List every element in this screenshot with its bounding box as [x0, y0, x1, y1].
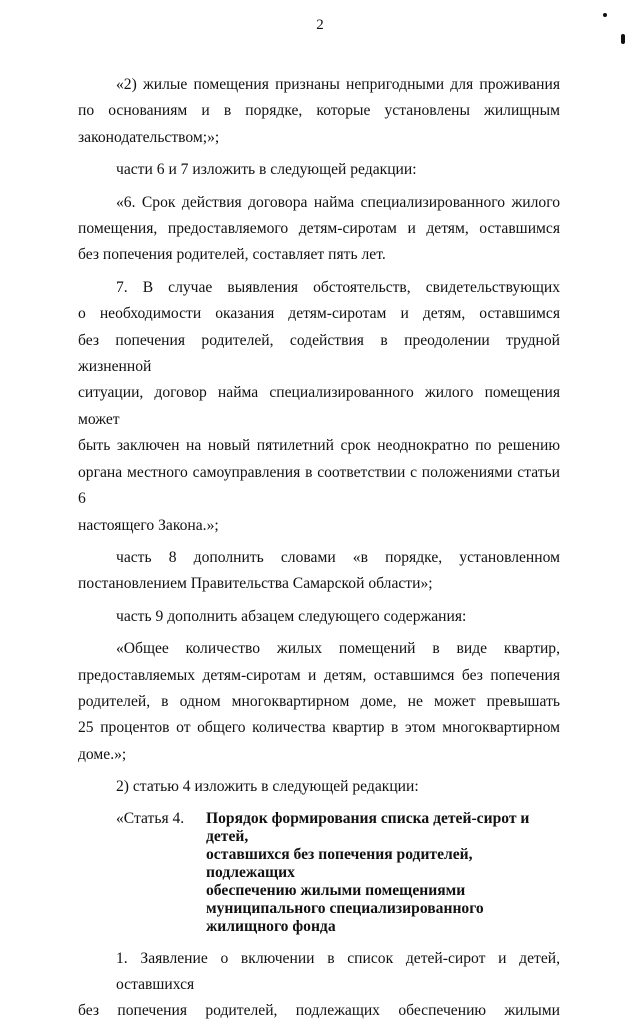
paragraph-7 [78, 636, 560, 662]
document-body [78, 72, 560, 1025]
text-line: «6. Срок действия договора найма специализированного жилого [116, 193, 560, 211]
paragraph-1 [78, 72, 560, 98]
paragraph-5 [78, 545, 560, 571]
paragraph-4-cont [78, 301, 560, 539]
text-line: ситуации, договор найма специализированного жилого помещения может [78, 384, 560, 428]
article-label: «Статья 4. [116, 809, 185, 827]
text-line: родителей, в одном многоквартирном доме, не может превышать [78, 692, 560, 710]
text-line: быть заключен на новый пятилетний срок неоднократно по решению [78, 437, 560, 455]
paragraph-1-cont [78, 98, 560, 151]
text-line: доме.»; [78, 745, 127, 763]
paragraph-6 [78, 604, 560, 630]
paragraph-9 [78, 946, 560, 999]
text-line: часть 8 дополнить словами «в порядке, установленном [116, 548, 560, 566]
article-title-line: муниципального специализированного [206, 899, 484, 917]
text-line: 7. В случае выявления обстоятельств, свидетельствующих [116, 278, 560, 296]
text-line: без попечения родителей, составляет пять лет. [78, 246, 386, 264]
scan-speck [603, 13, 607, 17]
paragraph-2 [78, 157, 560, 183]
paragraph-8 [78, 774, 560, 800]
article-title [206, 810, 560, 936]
text-line: 1. Заявление о включении в список детей-сирот и детей, оставшихся [116, 949, 560, 993]
paragraph-3-cont [78, 216, 560, 269]
text-line: постановлением Правительства Самарской области»; [78, 575, 433, 593]
paragraph-4 [78, 275, 560, 301]
text-line: 2) статью 4 изложить в следующей редакции: [116, 778, 419, 796]
paragraph-3 [78, 190, 560, 216]
text-line: законодательством;»; [78, 128, 220, 146]
text-line: по основаниям и в порядке, которые установлены жилищным [78, 102, 560, 120]
text-line: предоставляемых детям-сиротам и детям, оставшимся без попечения [78, 666, 560, 684]
text-line: о необходимости оказания детям-сиротам и детям, оставшимся [78, 305, 560, 323]
text-line: настоящего Закона.»; [78, 516, 219, 534]
article-heading [78, 810, 560, 936]
text-line: 25 процентов от общего количества квартир в этом многоквартирном [78, 719, 560, 737]
scan-speck [621, 34, 625, 44]
text-line: помещения, предоставляемого детям-сиротам и детям, оставшимся [78, 220, 560, 238]
page-number: 2 [316, 17, 324, 33]
article-title-line: жилищного фонда [206, 917, 336, 935]
article-title-line: Порядок формирования списка детей-сирот и детей, [206, 809, 530, 845]
text-line: «2) жилые помещения признаны непригодными для проживания [116, 76, 560, 93]
paragraph-7-cont [78, 663, 560, 769]
text-line: часть 9 дополнить абзацем следующего содержания: [116, 607, 467, 625]
text-line: без попечения родителей, подлежащих обеспечению жилыми [78, 1002, 560, 1020]
text-line: без попечения родителей, содействия в преодолении трудной жизненной [78, 331, 560, 376]
paragraph-9-cont [78, 998, 560, 1024]
paragraph-5-cont [78, 571, 560, 597]
article-title-line: обеспечению жилыми помещениями [206, 881, 466, 899]
text-line: «Общее количество жилых помещений в виде квартир, [116, 640, 560, 658]
text-line: части 6 и 7 изложить в следующей редакции: [116, 161, 417, 179]
article-title-line: оставшихся без попечения родителей, подлежащих [206, 845, 473, 881]
text-line: органа местного самоуправления в соответствии с положениями статьи 6 [78, 463, 560, 508]
